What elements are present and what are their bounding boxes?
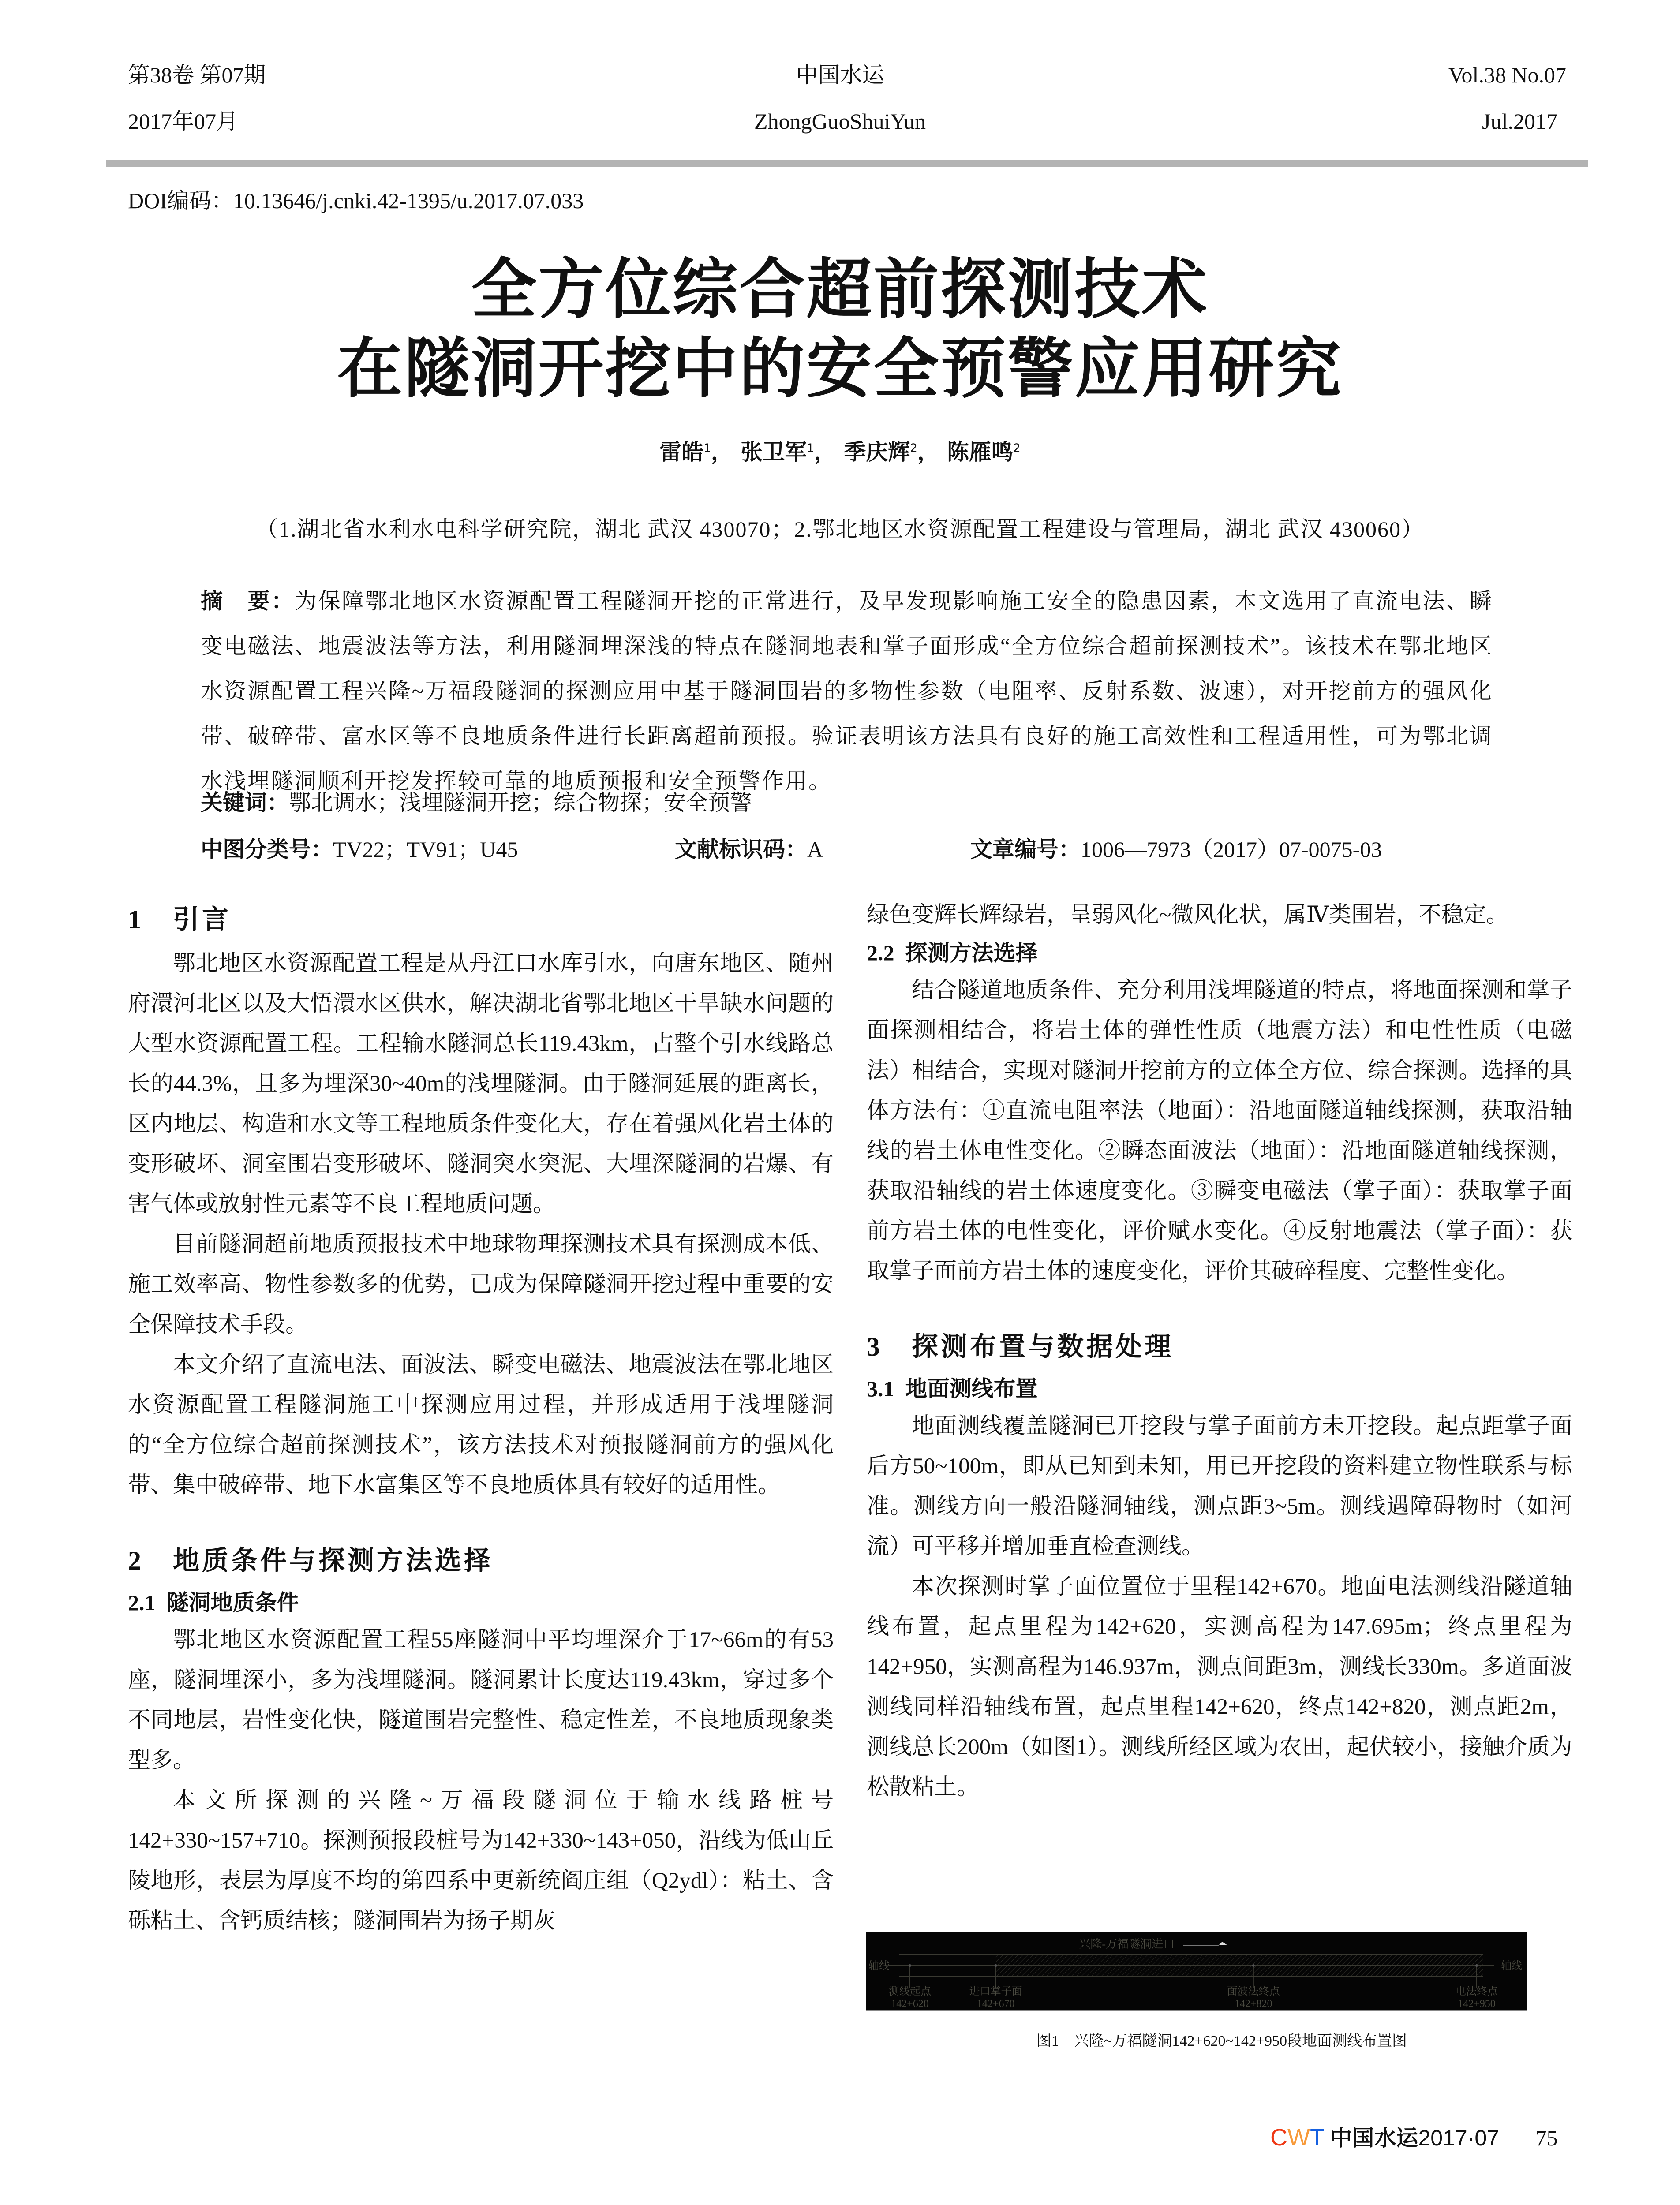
keywords-text: 鄂北调水；浅埋隧洞开挖；综合物探；安全预警 (289, 790, 752, 815)
paragraph: 鄂北地区水资源配置工程是从丹江口水库引水，向唐东地区、随州府澴河北区以及大悟澴水区供水，解决湖北省鄂北地区干旱缺水问题的大型水资源配置工程。工程输水隧洞总长119.43km，占整个引水线路总长的44.3%，且多为埋深30~40m的浅埋隧洞。由于隧洞延展的距离长，区内地层、构造和水文等工程地质条件变化大，存在着强风化岩土体的变形破坏、洞室围岩变形破坏、隧洞突水突泥、大埋深隧洞的岩爆、有害气体或放射性元素等不良工程地质问题。 (128, 951, 834, 1217)
title-line-1: 全方位综合超前探测技术 (471, 250, 1209, 327)
paragraph: 本次探测时掌子面位置位于里程142+670。地面电法测线沿隧道轴线布置，起点里程为142+620，实测高程为147.695m；终点里程为142+950，实测高程为146.937m，测点间距3m，测线长330m。多道面波测线同样沿轴线布置，起点里程142+620，终点142+820，测点距2m，测线总长200m（如图1）。测线所经区域为农田，起伏较小，接触介质为松散粘土。 (867, 1574, 1572, 1800)
marker-name: 进口掌子面 (969, 1986, 1022, 1997)
author: 陈雁鸣$^2$ (947, 439, 1021, 465)
marker-name: 电法终点 (1456, 1986, 1498, 1997)
footer-journal: 中国水运 (1330, 2125, 1418, 2151)
right-column (867, 895, 1572, 1808)
subsection-heading-3-1: 3.1 地面测线布置 (867, 1376, 1038, 1401)
header-date: 2017年07月 (128, 109, 238, 134)
cwt-logo: CWT (1270, 2124, 1325, 2151)
marker-point (1252, 1964, 1255, 1967)
footer-date: 2017·07 (1418, 2126, 1499, 2150)
marker-point (909, 1964, 911, 1967)
marker-station: 142+820 (1235, 1998, 1272, 2010)
article-number: 文章编号：1006—7973（2017）07-0075-03 (970, 837, 1382, 862)
paragraph: 本文所探测的兴隆~万福段隧洞位于输水线路桩号142+330~157+710。探测预报段桩号为142+330~143+050，沿线为低山丘陵地形，表层为厚度不均的第四系中更新统阎庄组（Q2ydl）：粘土、含砾粘土、含钙质结核；隧洞围岩为扬子期灰 (128, 1788, 834, 1933)
subsection-heading-2-1: 2.1 隧洞地质条件 (128, 1590, 299, 1615)
paragraph: 本文介绍了直流电法、面波法、瞬变电磁法、地震波法在鄂北地区水资源配置工程隧洞施工中探测应用过程，并形成适用于浅埋隧洞的“全方位综合超前探测技术”，该方法技术对预报隧洞前方的强风化带、集中破碎带、地下水富集区等不良地质体具有较好的适用性。 (128, 1353, 834, 1498)
tunnel-entrance-label: 兴隆-万福隧洞进口 (1079, 1938, 1175, 1951)
paragraph: 地面测线覆盖隧洞已开挖段与掌子面前方未开挖段。起点距掌子面后方50~100m，即从已知到未知，用已开挖段的资料建立物性联系与标准。测线方向一般沿隧洞轴线，测点距3~5m。测线遇障碍物时（如河流）可平移并增加垂直检查测线。 (867, 1414, 1572, 1559)
doi: DOI编码：10.13646/j.cnki.42-1395/u.2017.07.033 (128, 188, 584, 213)
section-heading-2: 2 地质条件与探测方法选择 (128, 1546, 493, 1575)
marker-station: 142+670 (977, 1998, 1015, 2010)
author-list: 雷皓$^1$， 张卫军$^1$， 季庆辉$^2$， 陈雁鸣$^2$ (659, 439, 1021, 465)
header-volume-issue: 第38卷 第07期 (128, 63, 266, 87)
author: 季庆辉$^2$ (844, 439, 917, 465)
abstract-label: 摘 要： (201, 588, 295, 614)
header-journal-pinyin: ZhongGuoShuiYun (754, 109, 926, 134)
marker-station: 142+950 (1458, 1998, 1496, 2010)
paragraph: 目前隧洞超前地质预报技术中地球物理探测技术具有探测成本低、施工效率高、物性参数多的优势，已成为保障隧洞开挖过程中重要的安全保障技术手段。 (128, 1232, 834, 1337)
keywords-label: 关键词： (201, 790, 289, 815)
page-number: 75 (1535, 2126, 1558, 2150)
header-journal-cn: 中国水运 (796, 63, 884, 87)
figure-1-survey-line-layout (866, 1932, 1527, 2011)
marker-point (1475, 1964, 1478, 1967)
abstract-text: 为保障鄂北地区水资源配置工程隧洞开挖的正常进行，及早发现影响施工安全的隐患因素，本文选用了直流电法、瞬变电磁法、地震波法等方法，利用隧洞埋深浅的特点在隧洞地表和掌子面形成“全方位综合超前探测技术”。该技术在鄂北地区水资源配置工程兴隆~万福段隧洞的探测应用中基于隧洞围岩的多物性参数（电阻率、反射系数、波速），对开挖前方的强风化带、破碎带、富水区等不良地质条件进行长距离超前预报。验证表明该方法具有良好的施工高效性和工程适用性，可为鄂北调水浅埋隧洞顺利开挖发挥较可靠的地质预报和安全预警作用。 (201, 589, 1493, 793)
abstract (201, 579, 1493, 804)
north-arrow-icon (1219, 1942, 1227, 1945)
marker-name: 面波法终点 (1227, 1986, 1280, 1997)
header-month-year: Jul.2017 (1482, 109, 1557, 134)
axis-label-right: 轴线 (1501, 1960, 1522, 1972)
marker-point (995, 1964, 997, 1967)
affiliations: （1.湖北省水利水电科学研究院，湖北 武汉 430070；2.鄂北地区水资源配置工程建设与管理局，湖北 武汉 430060） (256, 517, 1424, 542)
section-heading-1: 1 引言 (128, 905, 231, 934)
figure-1-caption: 图1 兴隆~万福隧洞142+620~142+950段地面测线布置图 (1036, 2033, 1407, 2049)
title-line-2: 在隧洞开挖中的安全预警应用研究 (337, 330, 1343, 407)
paragraph: 鄂北地区水资源配置工程55座隧洞中平均埋深介于17~66m的有53座，隧洞埋深小，多为浅埋隧洞。隧洞累计长度达119.43km，穿过多个不同地层，岩性变化快，隧道围岩完整性、稳定性差，不良地质现象类型多。 (128, 1628, 834, 1773)
figure-1-drawing (866, 1932, 1527, 2010)
left-column (128, 895, 834, 1941)
marker-name: 测线起点 (889, 1986, 931, 1997)
clc-number: 中图分类号：TV22；TV91；U45 (201, 837, 518, 862)
author: 张卫军$^1$ (741, 439, 814, 465)
marker-station: 142+620 (891, 1998, 929, 2010)
paragraph: 结合隧道地质条件、充分利用浅埋隧道的特点，将地面探测和掌子面探测相结合，将岩土体的弹性性质（地震方法）和电性性质（电磁法）相结合，实现对隧洞开挖前方的立体全方位、综合探测。选择的具体方法有：①直流电阻率法（地面）：沿地面隧道轴线探测，获取沿轴线的岩土体电性变化。②瞬态面波法（地面）：沿地面隧道轴线探测，获取沿轴线的岩土体速度变化。③瞬变电磁法（掌子面）：获取掌子面前方岩土体的电性变化，评价赋水变化。④反射地震法（掌子面）：获取掌子面前方岩土体的速度变化，评价其破碎程度、完整性变化。 (867, 978, 1572, 1284)
author: 雷皓$^1$ (659, 439, 711, 465)
page-footer (1270, 2120, 1557, 2152)
subsection-heading-2-2: 2.2 探测方法选择 (867, 940, 1038, 966)
header-vol-no: Vol.38 No.07 (1448, 63, 1566, 87)
paragraph: 绿色变辉长辉绿岩，呈弱风化~微风化状，属Ⅳ类围岩，不稳定。 (867, 903, 1509, 927)
document-code: 文献标识码：A (675, 837, 823, 862)
axis-label-left: 轴线 (868, 1960, 890, 1972)
header-rule (106, 160, 1588, 167)
keywords (201, 785, 752, 817)
section-heading-3: 3 探测布置与数据处理 (867, 1332, 1174, 1361)
